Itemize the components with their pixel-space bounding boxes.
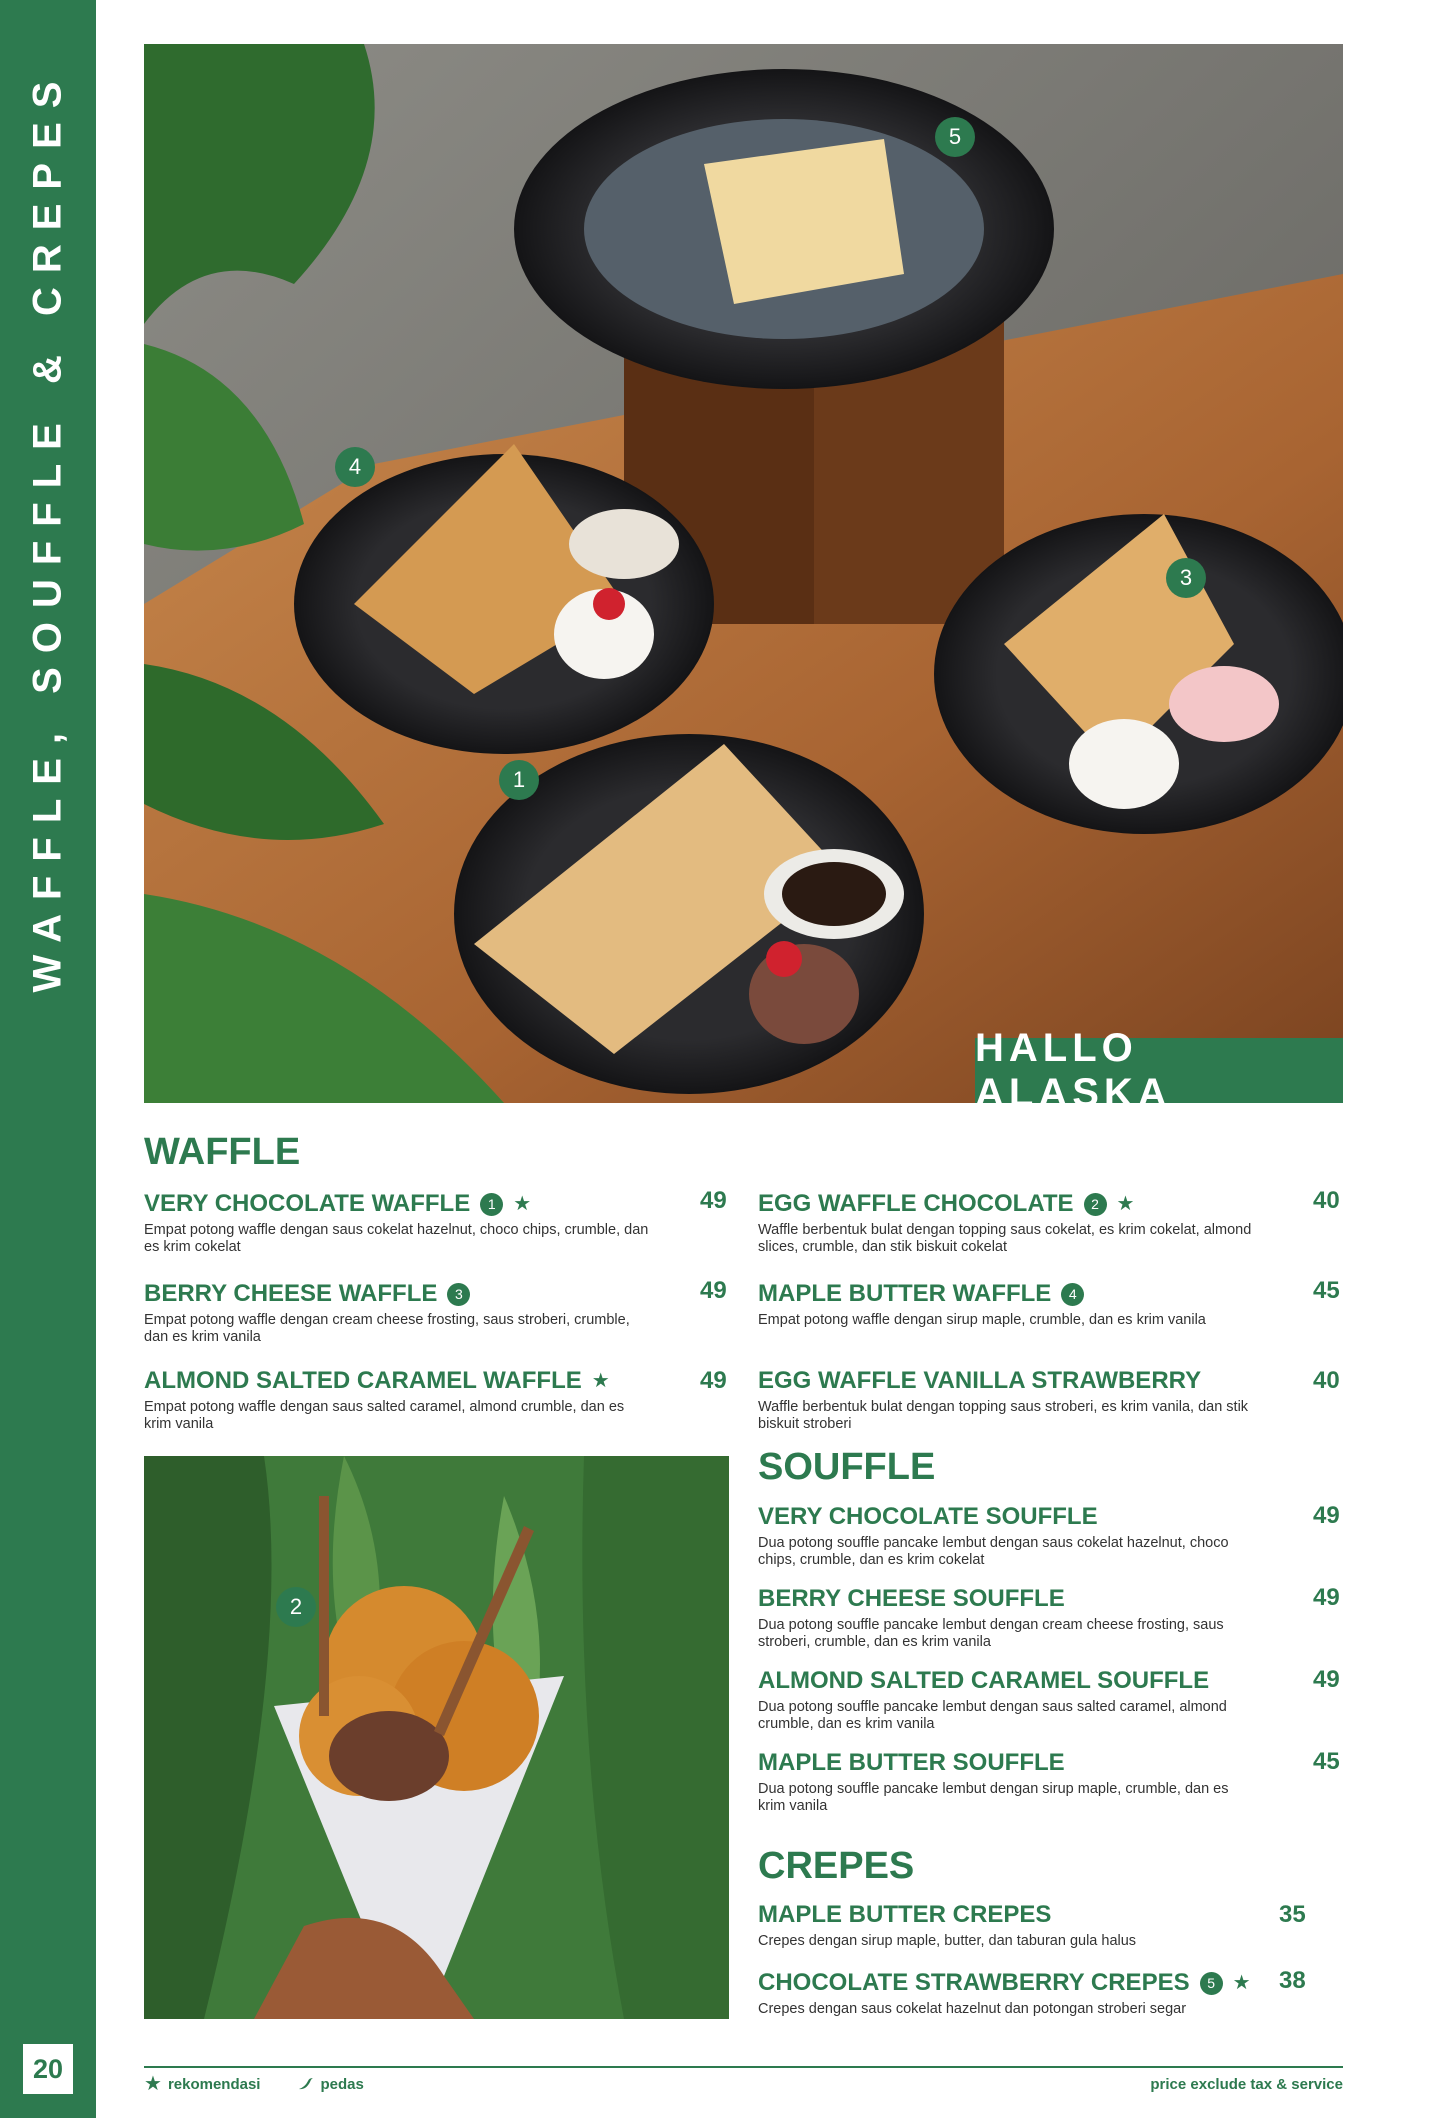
chili-icon (296, 2076, 314, 2092)
footer-legend (144, 2074, 364, 2094)
item-description: Crepes dengan saus cokelat hazelnut dan potongan stroberi segar (758, 2001, 1187, 2017)
hero-marker-3: 3 (1166, 558, 1206, 598)
menu-item-very-chocolate-waffle (144, 1190, 654, 1256)
item-description: Dua potong souffle pancake lembut dengan cream cheese frosting, saus stroberi, crumble, dan es krim vanila (758, 1617, 1224, 1650)
legend-star-icon: ★ (144, 2073, 162, 2095)
photo-number-badge: 5 (1200, 1972, 1223, 1995)
item-name: MAPLE BUTTER WAFFLE (758, 1280, 1052, 1307)
hero-photo (144, 44, 1343, 1103)
item-name: VERY CHOCOLATE WAFFLE (144, 1190, 471, 1217)
sidebar-title: WAFFLE, SOUFFLE & CREPES (25, 67, 70, 993)
recommend-star-icon: ★ (513, 1193, 532, 1215)
item-price: 49 (1313, 1502, 1340, 1529)
photo-number-badge: 2 (1084, 1193, 1107, 1216)
menu-item-maple-butter-crepes (758, 1901, 1258, 1950)
hero-marker-5: 5 (935, 117, 975, 157)
menu-item-very-chocolate-souffle (758, 1503, 1258, 1569)
item-price: 49 (1313, 1584, 1340, 1611)
menu-item-egg-waffle-vanilla-strawberry (758, 1367, 1258, 1433)
recommend-star-icon: ★ (1116, 1193, 1135, 1215)
item-description: Empat potong waffle dengan cream cheese frosting, saus stroberi, crumble, dan es krim vanila (144, 1312, 630, 1345)
recommend-star-icon: ★ (1232, 1972, 1251, 1994)
item-price: 49 (700, 1277, 727, 1304)
hero-badge: HALLO ALASKA (975, 1038, 1343, 1103)
item-price: 49 (700, 1367, 727, 1394)
item-name: MAPLE BUTTER CREPES (758, 1901, 1052, 1928)
hero-marker-4: 4 (335, 447, 375, 487)
menu-item-maple-butter-waffle (758, 1280, 1258, 1329)
item-price: 38 (1279, 1967, 1306, 1994)
footer-divider (144, 2066, 1343, 2068)
item-name: EGG WAFFLE CHOCOLATE (758, 1190, 1074, 1217)
item-name: EGG WAFFLE VANILLA STRAWBERRY (758, 1367, 1202, 1394)
sidebar (0, 0, 96, 2118)
menu-item-berry-cheese-souffle (758, 1585, 1258, 1651)
item-description: Dua potong souffle pancake lembut dengan saus cokelat hazelnut, choco chips, crumble, dan es krim cokelat (758, 1535, 1229, 1568)
footer-price-note: price exclude tax & service (1150, 2076, 1343, 2093)
section-title-crepes: CREPES (758, 1845, 915, 1887)
photo-number-badge: 4 (1061, 1283, 1084, 1306)
menu-item-almond-salted-caramel-souffle (758, 1667, 1258, 1733)
section-title-waffle: WAFFLE (144, 1131, 301, 1173)
item-description: Empat potong waffle dengan saus salted caramel, almond crumble, dan es krim vanila (144, 1399, 625, 1432)
item-name: MAPLE BUTTER SOUFFLE (758, 1749, 1065, 1776)
menu-item-berry-cheese-waffle (144, 1280, 654, 1346)
item-name: ALMOND SALTED CARAMEL WAFFLE (144, 1367, 582, 1394)
item-description: Waffle berbentuk bulat dengan topping saus cokelat, es krim cokelat, almond slices, crumble, dan stik biskuit cokelat (758, 1222, 1252, 1255)
item-name: CHOCOLATE STRAWBERRY CREPES (758, 1969, 1190, 1996)
item-description: Empat potong waffle dengan saus cokelat hazelnut, choco chips, crumble, dan es krim cokelat (144, 1222, 649, 1255)
legend-spicy-label: pedas (320, 2075, 364, 2093)
recommend-star-icon: ★ (591, 1370, 610, 1392)
item-description: Dua potong souffle pancake lembut dengan sirup maple, crumble, dan es krim vanila (758, 1781, 1229, 1814)
legend-recommend-label: rekomendasi (167, 2075, 261, 2093)
photo-marker-2: 2 (276, 1587, 316, 1627)
photo-number-badge: 1 (480, 1193, 503, 1216)
item-name: ALMOND SALTED CARAMEL SOUFFLE (758, 1667, 1210, 1694)
item-price: 49 (1313, 1666, 1340, 1693)
photo-number-badge: 3 (447, 1283, 470, 1306)
menu-item-chocolate-strawberry-crepes (758, 1969, 1258, 2018)
item-description: Crepes dengan sirup maple, butter, dan taburan gula halus (758, 1933, 1137, 1949)
item-name: BERRY CHEESE WAFFLE (144, 1280, 438, 1307)
menu-item-almond-salted-caramel-waffle (144, 1367, 654, 1433)
item-price: 35 (1279, 1901, 1306, 1928)
item-name: VERY CHOCOLATE SOUFFLE (758, 1503, 1098, 1530)
item-price: 40 (1313, 1187, 1340, 1214)
item-price: 40 (1313, 1367, 1340, 1394)
item-name: BERRY CHEESE SOUFFLE (758, 1585, 1065, 1612)
item-price: 45 (1313, 1277, 1340, 1304)
item-description: Empat potong waffle dengan sirup maple, crumble, dan es krim vanila (758, 1312, 1206, 1328)
menu-item-egg-waffle-chocolate (758, 1190, 1258, 1256)
menu-item-maple-butter-souffle (758, 1749, 1258, 1815)
item-price: 45 (1313, 1748, 1340, 1775)
page-number: 20 (23, 2044, 73, 2094)
section-title-souffle: SOUFFLE (758, 1446, 936, 1488)
egg-waffle-photo (144, 1456, 729, 2019)
item-price: 49 (700, 1187, 727, 1214)
item-description: Dua potong souffle pancake lembut dengan saus salted caramel, almond crumble, dan es krim vanila (758, 1699, 1227, 1732)
item-description: Waffle berbentuk bulat dengan topping saus stroberi, es krim vanila, dan stik biskuit stroberi (758, 1399, 1249, 1432)
hero-marker-1: 1 (499, 760, 539, 800)
